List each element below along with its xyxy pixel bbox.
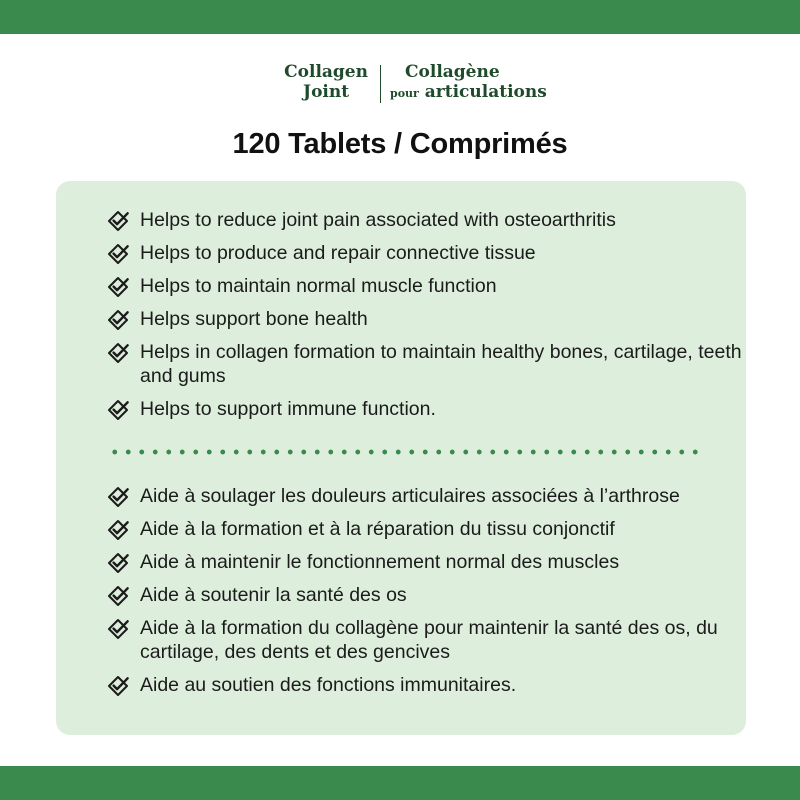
- check-icon: [107, 519, 129, 541]
- benefit-item-fr: [56, 484, 746, 508]
- logo-french-line2: articulations: [424, 82, 547, 102]
- check-icon: [107, 552, 129, 574]
- check-icon: [107, 675, 129, 697]
- logo-french: [390, 62, 547, 104]
- check-icon: [107, 276, 129, 298]
- top-green-band: [0, 0, 800, 34]
- benefit-item-fr: [56, 673, 746, 697]
- check-icon: [107, 486, 129, 508]
- check-icon: [107, 399, 129, 421]
- dotted-divider: [108, 447, 698, 457]
- benefit-text: Aide à maintenir le fonctionnement normal des muscles: [140, 551, 620, 573]
- logo-english-line2: Joint: [303, 82, 350, 102]
- benefit-item-en: [56, 241, 746, 265]
- bottom-green-band: [0, 766, 800, 800]
- benefit-item-fr: [56, 550, 746, 574]
- benefit-item-fr: [56, 517, 746, 541]
- benefit-text: Aide à soutenir la santé des os: [140, 584, 407, 606]
- benefits-list-french: [56, 484, 746, 706]
- benefit-item-fr: [56, 583, 746, 607]
- page-title: 120 Tablets / Comprimés: [232, 128, 568, 160]
- benefit-text: Aide à soulager les douleurs articulaires associées à l’arthrose: [140, 485, 680, 507]
- benefit-text: Helps in collagen formation to maintain healthy bones, cartilage, teeth and gums: [140, 341, 742, 387]
- benefit-item-en: [56, 307, 746, 331]
- benefit-item-en: [56, 340, 746, 388]
- logo-english-line1: Collagen: [284, 62, 368, 82]
- benefit-item-en: [56, 274, 746, 298]
- check-icon: [107, 243, 129, 265]
- benefit-text: Aide à la formation et à la réparation du tissu conjonctif: [140, 518, 615, 540]
- benefit-item-en: [56, 208, 746, 232]
- benefit-item-en: [56, 397, 746, 421]
- benefit-text: Helps to reduce joint pain associated with osteoarthritis: [140, 209, 616, 231]
- benefit-text: Helps to support immune function.: [140, 398, 436, 420]
- benefit-item-fr: [56, 616, 746, 664]
- logo-french-small: pour: [390, 87, 419, 100]
- benefit-text: Aide au soutien des fonctions immunitaires.: [140, 674, 517, 696]
- benefit-text: Helps to produce and repair connective tissue: [140, 242, 536, 264]
- check-icon: [107, 210, 129, 232]
- check-icon: [107, 618, 129, 640]
- benefits-list-english: [56, 208, 746, 430]
- check-icon: [107, 309, 129, 331]
- check-icon: [107, 342, 129, 364]
- benefits-panel: [56, 181, 746, 735]
- benefit-text: Helps to maintain normal muscle function: [140, 275, 497, 297]
- benefit-text: Aide à la formation du collagène pour maintenir la santé des os, du cartilage, des dents et des gencives: [140, 617, 718, 663]
- benefit-text: Helps support bone health: [140, 308, 368, 330]
- logo-english: [284, 62, 368, 102]
- logo-divider: [380, 65, 381, 103]
- logo-french-line1: Collagène: [405, 62, 500, 82]
- check-icon: [107, 585, 129, 607]
- brand-logo: [0, 62, 800, 108]
